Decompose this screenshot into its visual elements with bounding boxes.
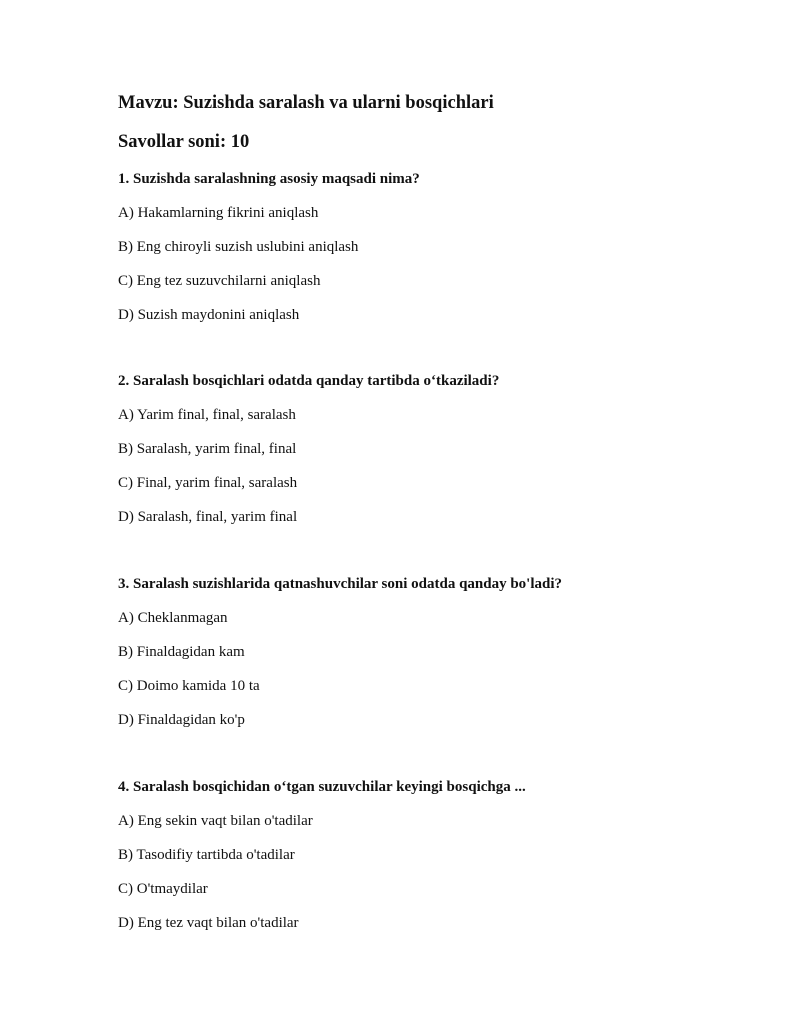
question-text: 4. Saralash bosqichidan oʻtgan suzuvchilar keyingi bosqichga ... [118,779,526,795]
option-d: D) Finaldagidan ko'p [118,712,245,728]
option-b: B) Finaldagidan kam [118,644,245,660]
option-a: A) Cheklanmagan [118,610,228,626]
option-c: C) Eng tez suzuvchilarni aniqlash [118,273,321,289]
option-a: A) Yarim final, final, saralash [118,407,296,423]
question-text: 1. Suzishda saralashning asosiy maqsadi nima? [118,171,420,187]
option-c: C) Final, yarim final, saralash [118,475,298,491]
question-text: 3. Saralash suzishlarida qatnashuvchilar soni odatda qanday bo'ladi? [118,576,563,592]
document-title: Mavzu: Suzishda saralash va ularni bosqichlari [118,93,494,113]
question-3 [118,575,758,729]
option-b: B) Tasodifiy tartibda o'tadilar [118,847,295,863]
option-c: C) O'tmaydilar [118,881,208,897]
question-2 [118,372,758,526]
question-text: 2. Saralash bosqichlari odatda qanday tartibda oʻtkaziladi? [118,373,500,389]
question-1 [118,170,758,324]
option-d: D) Eng tez vaqt bilan o'tadilar [118,915,299,931]
question-count: Savollar soni: 10 [118,132,250,152]
option-d: D) Saralash, final, yarim final [118,509,298,525]
option-a: A) Hakamlarning fikrini aniqlash [118,205,319,221]
option-b: B) Saralash, yarim final, final [118,441,297,457]
question-4 [118,778,758,932]
option-d: D) Suzish maydonini aniqlash [118,307,300,323]
option-a: A) Eng sekin vaqt bilan o'tadilar [118,813,313,829]
option-c: C) Doimo kamida 10 ta [118,678,260,694]
option-b: B) Eng chiroyli suzish uslubini aniqlash [118,239,359,255]
